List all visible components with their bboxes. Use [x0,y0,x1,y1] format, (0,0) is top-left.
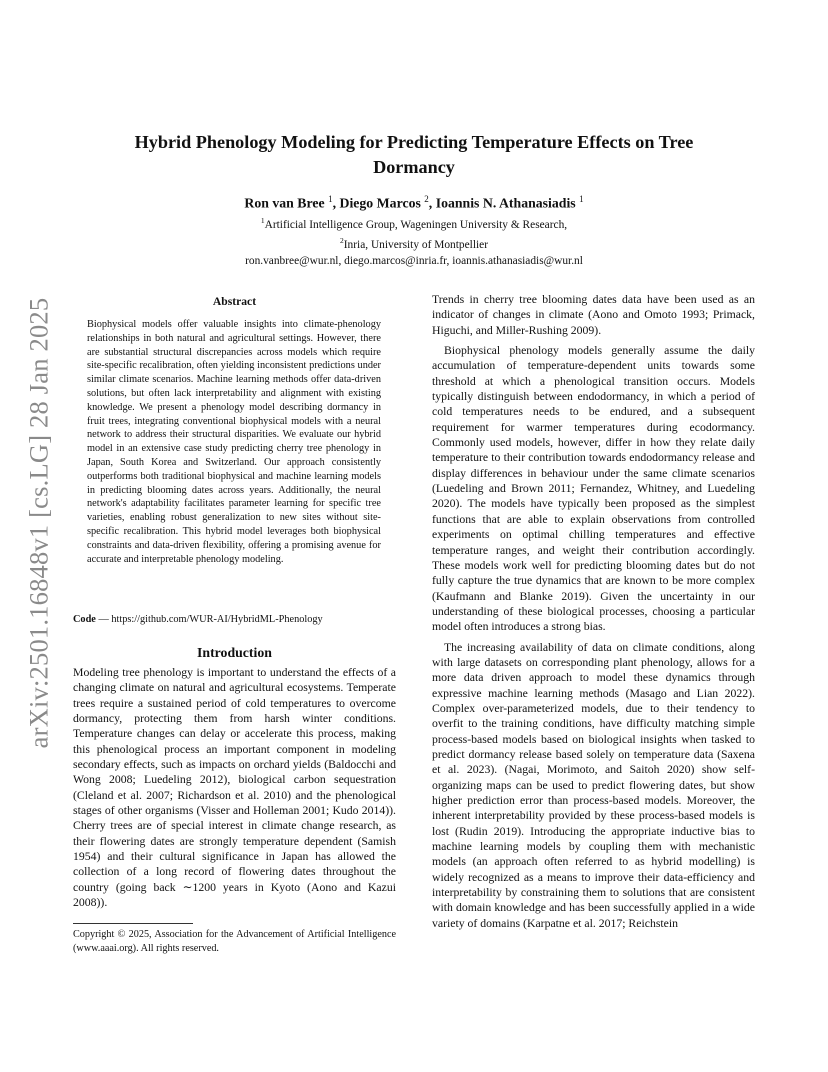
paragraph: The increasing availability of data on climate conditions, along with large datasets on corresponding plant phenology, allows for a more data driven approach to model these dynamics through expressive machine learning methods (Masago and Lian 2022). Complex over-parameterized models, due to their tendency to overfit to the training conditions, have difficulty matching simple process-based models based on biological insights when tasked to predict dormancy release based solely on temperature data (Saxena et al. 2023). (Nagai, Morimoto, and Saitoh 2020) show self-organizing maps can be used to predict flowering dates, but show higher prediction error than process-based models. Moreover, the inherent interpretability provided by these process-based models is lost (Rudin 2019). Introducing the appropriate inductive bias to machine learning models by coupling them with mechanistic models (an approach often referred to as hybrid modelling) is widely recognized as a means to improve their data-efficiency and interpretability by constraining them to solutions that are consistent with domain knowledge and has been successfully applied in a wide variety of domains (Karpatne et al. 2017; Reichstein [432,640,755,930]
affiliation-text: Inria, University of Montpellier [343,238,488,251]
author-name: Ioannis N. Athanasiadis [435,195,576,211]
introduction-heading: Introduction [197,645,272,660]
affiliations-block [100,213,728,269]
affiliation-text: Artificial Intelligence Group, Wageningen University & Research, [264,218,568,231]
affiliation-2 [100,233,728,253]
author-list: Ron van Bree $^1$, Diego Marcos $^2$, Ioannis N. Athanasiadis $^1$ [244,194,584,211]
author-affiliation-mark: 1 [328,194,333,204]
author-emails: ron.vanbree@wur.nl, diego.marcos@inria.fr, ioannis.athanasiadis@wur.nl [245,254,583,267]
right-column-body [432,292,755,931]
arxiv-id-text: arXiv:2501.16848v1 [cs.LG] 28 Jan 2025 [23,297,54,749]
arxiv-identifier-stamp [14,288,64,758]
paragraph: Trends in cherry tree blooming dates data have been used as an indicator of changes in climate (Aono and Omoto 1993; Primack, Higuchi, and Miller-Rushing 2009). [432,293,755,337]
author-name: Diego Marcos [339,195,421,211]
author-name: Ron van Bree [244,195,325,211]
affiliation-mark: 1 [260,216,265,225]
introduction-body [73,665,396,911]
affiliation-mark: 2 [340,235,344,245]
author-affiliation-mark: 1 [579,194,584,204]
abstract-heading: Abstract [212,295,257,308]
paragraph: Biophysical phenology models generally assume the daily accumulation of temperature-dependent units towards some threshold at which a phenological transition occurs. Models typically distinguish between endodormancy, in which a period of cold temperatures needs to be endured, and a subsequent requirement for warmer temperatures during ecodormancy. Commonly used models, however, differ in how they relate daily temperature to their contribution towards endodormancy release and display differences in behaviour under the same climate scenarios (Luedeling and Brown 2011; Fernandez, Whitney, and Luedeling 2020). The models have typically been proposed as the simplest functions that are able to explain observations from controlled experiments on optimal chilling temperatures and effective temperature ranges, and weight their contribution accordingly. These models work well for predicting blooming dates but do not fully capture the true dynamics that are known to be more complex (Kaufmann and Blanke 2019). Given the uncertainty in our understanding of these biological processes, choosing a particular model often introduces a strong bias. [432,344,755,634]
copyright-notice: Copyright © 2025, Association for the Advancement of Artificial Intelligence (www.aaai.org). All rights reserved. [73,929,396,954]
author-affiliation-mark: 2 [424,194,429,204]
abstract-text: Biophysical models offer valuable insights into climate-phenology relationships in both natural and agricultural settings. However, there are substantial structural discrepancies across models which require site-specific recalibration, often yielding inconsistent predictions under similar climate scenarios. Machine learning methods offer data-driven solutions, but often lack interpretability and alignment with existing knowledge. We present a phenology model describing dormancy in fruit trees, integrating conventional biophysical models with a neural network to address their structural disparities. We evaluate our hybrid model in an extensive case study predicting cherry tree phenology in Japan, South Korea and Switzerland. Our approach consistently outperforms both traditional biophysical and machine learning models in predicting blooming dates across years. Additionally, the neural network's adaptability facilitates parameter learning for specific tree varieties, enabling robust generalization to new sites without site-specific recalibration. This hybrid model leverages both biophysical constraints and data-driven flexibility, offering a promising avenue for accurate and interpretable phenology modeling. [87,319,381,565]
paper-title: Hybrid Phenology Modeling for Predicting Temperature Effects on Tree Dormancy [134,132,694,177]
affiliation-1 [100,213,728,233]
code-separator: — [95,614,112,625]
paragraph: Modeling tree phenology is important to understand the effects of a changing climate on natural and agricultural ecosystems. Temperate trees require a sustained period of cold temperatures to overcome dormancy, protecting them from harsh winter conditions. Temperature changes can delay or accelerate this process, making this phenological process an important component in modeling secondary effects, such as impacts on orchard yields (Baldocchi and Wong 2008; Luedeling 2012), biological carbon sequestration (Cleland et al. 2007; Richardson et al. 2010) and the phenological stages of other organisms (Visser and Holleman 2001; Kudo 2014)). Cherry trees are of special interest in climate change research, as their flowering dates are strongly temperature dependent (Samish 1954) and their cultural significance in Japan has allowed the collection of a long record of flowering dates throughout the country (going back ∼1200 years in Kyoto (Aono and Kazui 2008)). [73,666,396,910]
code-repository-link[interactable]: https://github.com/WUR-AI/HybridML-Phenology [111,614,323,625]
code-label: Code [73,614,96,625]
footnote-divider [73,923,193,924]
code-link-line [73,613,396,627]
